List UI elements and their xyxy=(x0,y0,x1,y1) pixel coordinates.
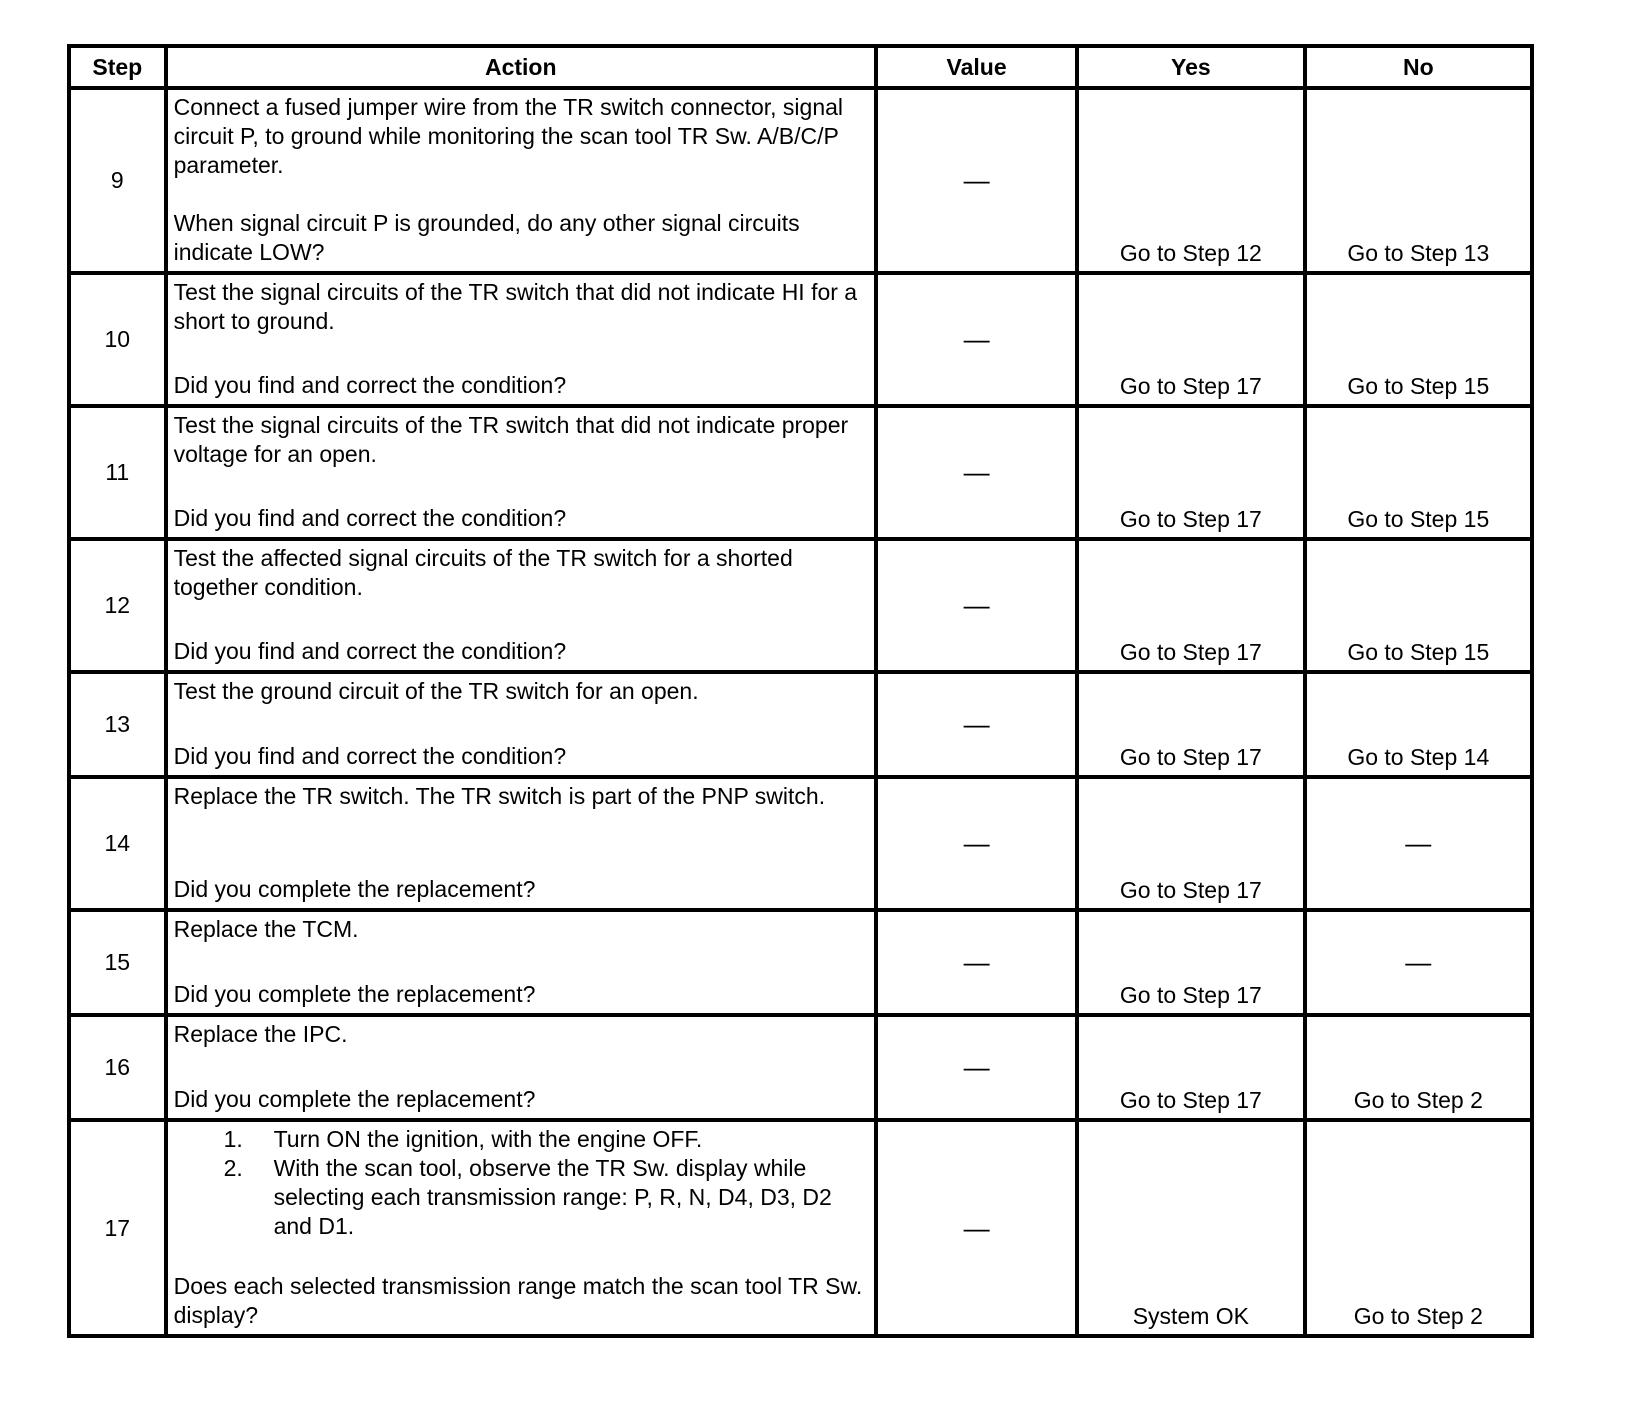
yes-result: Go to Step 17 xyxy=(1119,982,1262,1008)
yes-cell xyxy=(1077,1120,1304,1336)
substep-list xyxy=(174,1125,868,1241)
value-cell: — xyxy=(876,910,1077,1015)
no-result: Go to Step 2 xyxy=(1353,1303,1483,1329)
value-cell: — xyxy=(876,1120,1077,1336)
yes-cell xyxy=(1077,406,1304,539)
step-number: 9 xyxy=(69,88,166,273)
table-row xyxy=(69,539,1532,672)
table-row xyxy=(69,672,1532,777)
no-cell xyxy=(1305,672,1532,777)
yes-cell xyxy=(1077,777,1304,910)
action-text: Replace the TCM. xyxy=(173,916,359,942)
yes-cell xyxy=(1077,539,1304,672)
step-number: 14 xyxy=(69,777,166,910)
value-cell: — xyxy=(876,88,1077,273)
action-cell xyxy=(166,672,876,777)
yes-result: System OK xyxy=(1132,1303,1250,1329)
substep-number: 1. xyxy=(223,1126,243,1152)
yes-result: Go to Step 17 xyxy=(1119,1087,1262,1113)
action-question: Does each selected transmission range match the scan tool TR Sw. display? xyxy=(173,1273,863,1328)
action-cell xyxy=(166,539,876,672)
step-number: 17 xyxy=(69,1120,166,1336)
action-question: Did you complete the replacement? xyxy=(173,981,536,1007)
table-row xyxy=(69,273,1532,406)
no-cell xyxy=(1305,88,1532,273)
value-cell: — xyxy=(876,406,1077,539)
yes-cell xyxy=(1077,672,1304,777)
yes-result: Go to Step 17 xyxy=(1119,877,1262,903)
no-cell xyxy=(1305,1120,1532,1336)
yes-result: Go to Step 12 xyxy=(1119,240,1262,266)
step-number: 10 xyxy=(69,273,166,406)
yes-result: Go to Step 17 xyxy=(1119,744,1262,770)
action-text: Connect a fused jumper wire from the TR switch connector, signal circuit P, to ground while monitoring the scan tool TR Sw. A/B/C/P parameter. xyxy=(173,94,844,178)
action-question: Did you complete the replacement? xyxy=(173,876,536,902)
table-row xyxy=(69,88,1532,273)
no-result: Go to Step 14 xyxy=(1347,744,1490,770)
step-number: 15 xyxy=(69,910,166,1015)
no-cell xyxy=(1305,406,1532,539)
no-result: Go to Step 15 xyxy=(1347,639,1490,665)
header-action: Action xyxy=(166,46,876,88)
table-row xyxy=(69,910,1532,1015)
action-cell xyxy=(166,777,876,910)
no-cell: — xyxy=(1305,777,1532,910)
yes-cell xyxy=(1077,1015,1304,1120)
yes-result: Go to Step 17 xyxy=(1119,506,1262,532)
action-question: Did you find and correct the condition? xyxy=(173,505,567,531)
yes-cell xyxy=(1077,273,1304,406)
header-row xyxy=(69,46,1532,88)
action-cell xyxy=(166,1015,876,1120)
action-text: Test the signal circuits of the TR switch that did not indicate HI for a short to ground. xyxy=(173,279,858,334)
substep-text: Turn ON the ignition, with the engine OFF. xyxy=(273,1126,703,1152)
action-text: Replace the TR switch. The TR switch is part of the PNP switch. xyxy=(173,783,826,809)
substep-item xyxy=(223,1125,868,1154)
action-text: Test the ground circuit of the TR switch for an open. xyxy=(173,678,699,704)
table-row xyxy=(69,406,1532,539)
action-question: Did you find and correct the condition? xyxy=(173,372,567,398)
header-yes: Yes xyxy=(1077,46,1304,88)
step-number: 13 xyxy=(69,672,166,777)
value-cell: — xyxy=(876,777,1077,910)
action-cell xyxy=(166,910,876,1015)
step-number: 12 xyxy=(69,539,166,672)
action-cell xyxy=(166,273,876,406)
action-question: When signal circuit P is grounded, do any other signal circuits indicate LOW? xyxy=(173,210,800,265)
yes-cell xyxy=(1077,910,1304,1015)
no-result: Go to Step 15 xyxy=(1347,506,1490,532)
value-cell: — xyxy=(876,1015,1077,1120)
substep-item xyxy=(223,1154,868,1241)
action-text: Test the signal circuits of the TR switch that did not indicate proper voltage for an open. xyxy=(173,412,849,467)
header-step: Step xyxy=(69,46,166,88)
action-question: Did you find and correct the condition? xyxy=(173,743,567,769)
yes-cell xyxy=(1077,88,1304,273)
value-cell: — xyxy=(876,273,1077,406)
table-row xyxy=(69,777,1532,910)
header-no: No xyxy=(1305,46,1532,88)
substep-text: With the scan tool, observe the TR Sw. display while selecting each transmission range: P, R, N, D4, D3, D2 and D1. xyxy=(273,1155,832,1239)
no-cell: — xyxy=(1305,910,1532,1015)
step-number: 16 xyxy=(69,1015,166,1120)
action-cell xyxy=(166,88,876,273)
no-result: Go to Step 15 xyxy=(1347,373,1490,399)
value-cell: — xyxy=(876,672,1077,777)
table-row xyxy=(69,1120,1532,1336)
no-result: Go to Step 2 xyxy=(1353,1087,1483,1113)
action-cell xyxy=(166,1120,876,1336)
value-cell: — xyxy=(876,539,1077,672)
action-text: Replace the IPC. xyxy=(173,1021,348,1047)
substep-number: 2. xyxy=(223,1155,243,1181)
no-cell xyxy=(1305,273,1532,406)
action-question: Did you find and correct the condition? xyxy=(173,638,567,664)
no-result: Go to Step 13 xyxy=(1347,240,1490,266)
no-cell xyxy=(1305,1015,1532,1120)
header-value: Value xyxy=(876,46,1077,88)
table-row xyxy=(69,1015,1532,1120)
yes-result: Go to Step 17 xyxy=(1119,639,1262,665)
no-cell xyxy=(1305,539,1532,672)
yes-result: Go to Step 17 xyxy=(1119,373,1262,399)
action-question: Did you complete the replacement? xyxy=(173,1086,536,1112)
step-number: 11 xyxy=(69,406,166,539)
action-text: Test the affected signal circuits of the TR switch for a shorted together condition. xyxy=(173,545,793,600)
diagnostic-steps-table xyxy=(67,44,1534,1338)
action-cell xyxy=(166,406,876,539)
